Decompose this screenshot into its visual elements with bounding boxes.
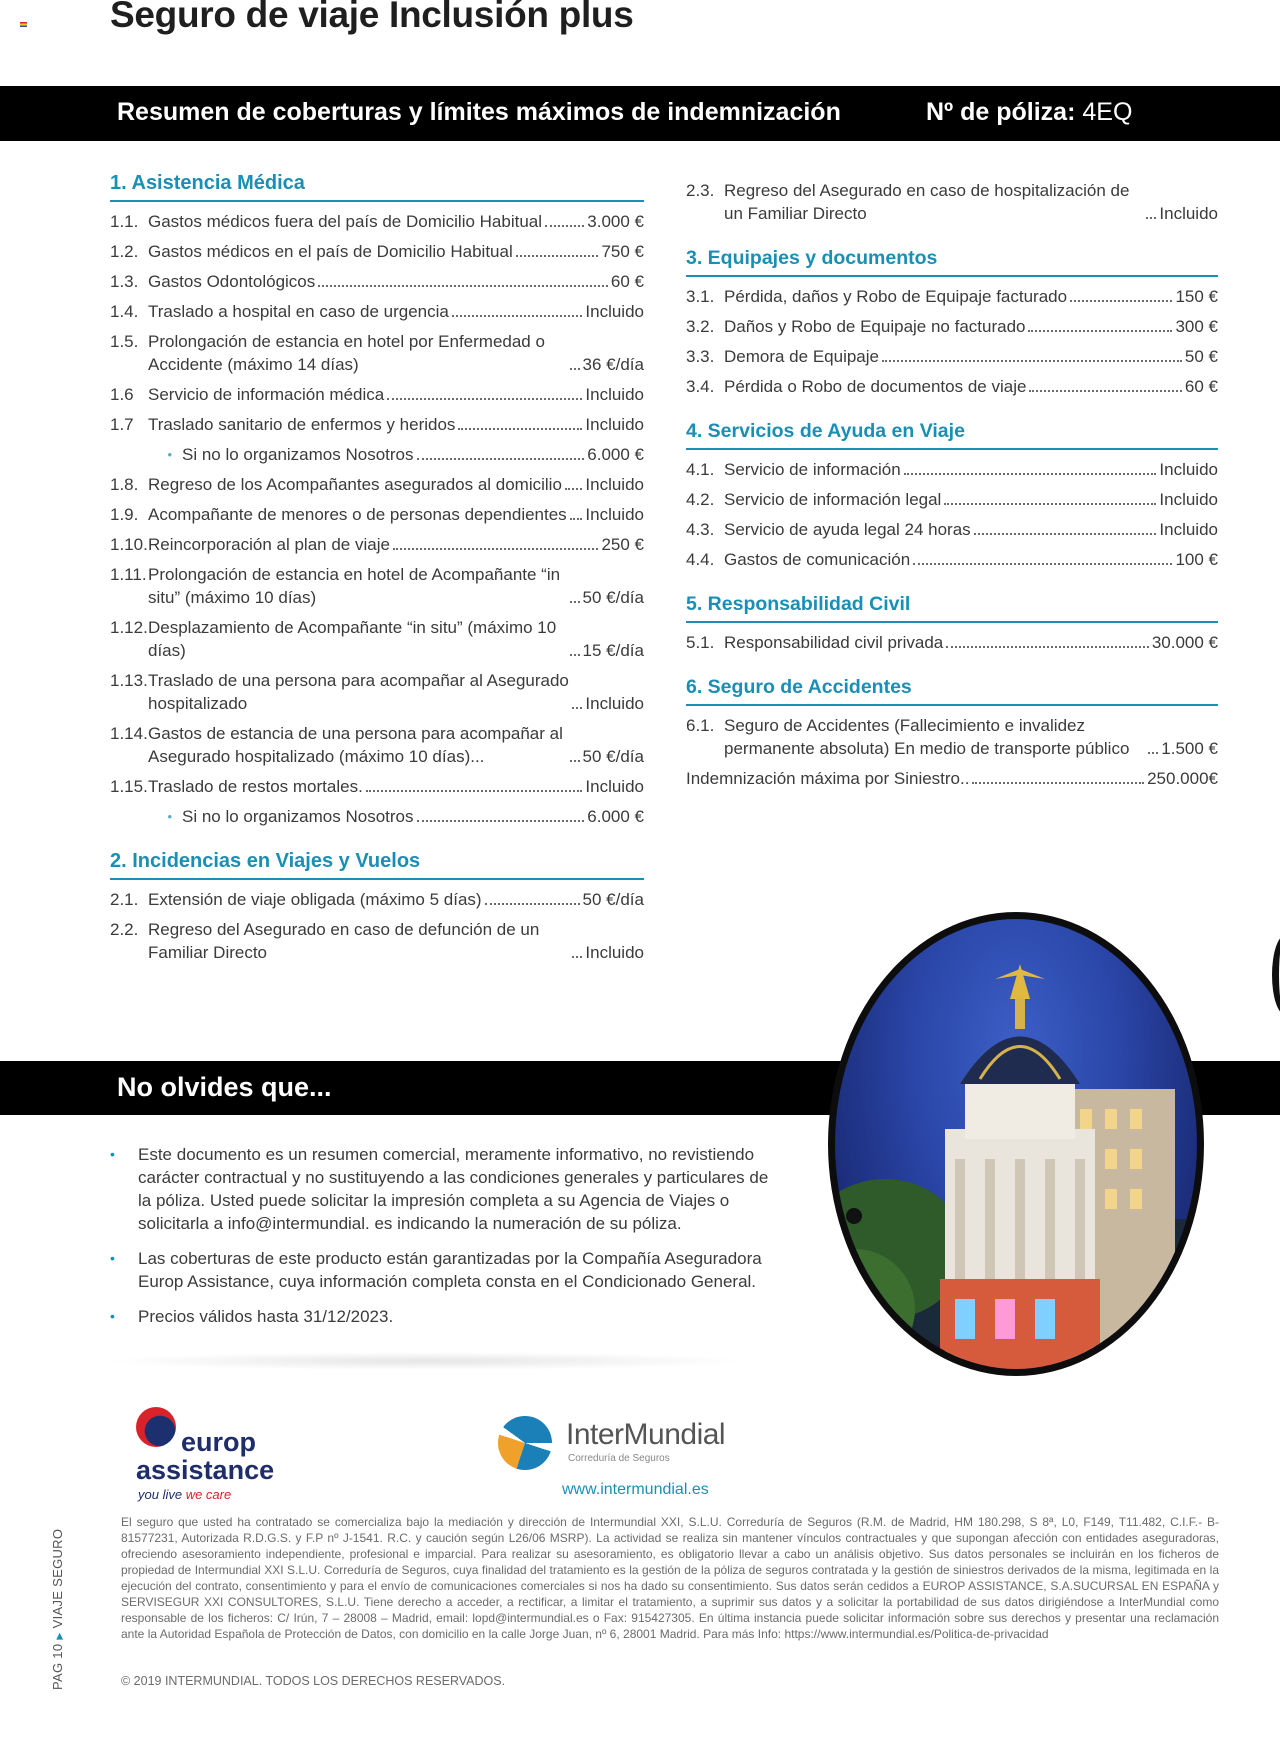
coverage-body: [148, 330, 644, 376]
coverage-number: 4.1.: [686, 460, 715, 479]
coverage-item: [686, 764, 1218, 794]
separator-shadow: [100, 1352, 750, 1370]
coverage-number: 4.4.: [686, 550, 715, 569]
coverage-description: Servicio de información: [724, 460, 901, 479]
coverage-number: 4.3.: [686, 520, 715, 539]
coverage-item: [686, 545, 1218, 575]
coverage-body: [148, 270, 644, 293]
coverage-description: Desplazamiento de Acompañante “in situ” (máximo 10 días): [148, 618, 557, 660]
coverage-body: [148, 210, 644, 233]
coverage-description: Daños y Robo de Equipaje no facturado: [724, 317, 1026, 336]
reminder-item: [110, 1305, 780, 1328]
dot-leader: [572, 956, 582, 958]
reminder-list: [110, 1143, 780, 1340]
coverage-item: [686, 312, 1218, 342]
coverage-number: 1.4.: [110, 302, 139, 321]
coverage-body: [724, 315, 1218, 338]
coverage-item: [110, 327, 644, 380]
dot-leader: [972, 782, 1144, 784]
coverage-body: [724, 375, 1218, 398]
dot-leader: [1028, 330, 1172, 332]
europ-tagline-b: we care: [185, 1487, 232, 1502]
reminder-text: Precios válidos hasta 31/12/2023.: [138, 1307, 394, 1326]
coverage-description: Indemnización máxima por Siniestro..: [686, 769, 970, 788]
document-title: Seguro de viaje Inclusión plus: [110, 0, 634, 35]
coverage-item: [686, 455, 1218, 485]
coverage-item: [110, 207, 644, 237]
section-title: 4. Servicios de Ayuda en Viaje: [686, 420, 1218, 450]
coverage-limit: Incluido: [585, 694, 644, 713]
coverage-number: •: [167, 447, 172, 462]
coverage-body: [148, 722, 644, 768]
coverage-limit: 60 €: [1184, 377, 1218, 396]
coverage-description: Regreso de los Acompañantes asegurados al domicilio: [148, 475, 562, 494]
coverage-description: Gastos médicos fuera del país de Domicilio Habitual: [148, 212, 543, 231]
reminder-title: No olvides que...: [117, 1072, 332, 1102]
coverage-number: 1.5.: [110, 332, 139, 351]
dot-leader: [913, 563, 1172, 565]
europ-wordmark-line2: assistance: [136, 1455, 275, 1485]
coverage-limit: Incluido: [585, 943, 644, 962]
coverage-limit: 750 €: [601, 242, 644, 261]
intermundial-globe-icon: [498, 1416, 552, 1470]
coverage-section: [686, 676, 1218, 794]
dot-leader: [882, 360, 1182, 362]
legal-notice: El seguro que usted ha contratado se comercializa bajo la mediación y dirección de Intermundial XXI, S.L.U. Correduría de Seguros (R.M. de Madrid, HM 180.298, S 8ª, L0, F149, T11.482, C.I.F.- B-81577231, Autorizada R.D.G.S. y F.P nº J-1541. R.C. y caución según L26/06 MSRP). La actividad se realiza sin mantener vínculos contractuales y que supongan afección con entidades aseguradoras, ofreciendo asesoramiento independiente, profesional e imparcial. Para realizar su asesoramiento, es obligatorio llevar a cabo un análisis objetivo. Sus datos personales se incluirán en los ficheros de propiedad de Intermundial XXI S.L.U. Correduría de Seguros, cuya finalidad del tratamiento es la gestión de la póliza de seguros contratada y la gestión de siniestros derivados de la misma, legitimada en la ejecución del contrato, consentimiento y para el envío de comunicaciones comerciales si nos ha dado su consentimiento. Sus datos serán cedidos a EUROP ASSISTANCE, S.A.SUCURSAL EN ESPAÑA y SERVISEGUR XXI CONSULTORES, S.L.U. Tiene derecho a acceder, a rectificar, a limitar el tratamiento, a suprimir sus datos y a solicitar la portabilidad de sus datos dirigiéndose a InterMundial como responsable de los ficheros: C/ Irún, 7 – 28008 – Madrid, email: lopd@intermundial.es o Fax: 915427305. En última instancia puede solicitar información sobre sus derechos y presentar una reclamación ante la Autoridad Española de Protección de Datos, con domicilio en la calle Jorge Juan, nº 6, 28001 Madrid. Para más Info: https://www.intermundial.es/Politica-de-privacidad: [121, 1515, 1219, 1641]
coverage-description: Si no lo organizamos Nosotros: [182, 807, 414, 826]
coverage-body: [724, 458, 1218, 481]
coverage-item: [110, 237, 644, 267]
dot-leader: [1070, 300, 1172, 302]
city-photo-circle: [828, 912, 1204, 1376]
coverage-number: 1.12.: [110, 618, 148, 637]
arrow-right-icon: ▶: [54, 1632, 64, 1640]
coverage-description: Servicio de ayuda legal 24 horas: [724, 520, 971, 539]
coverage-body: [148, 413, 644, 436]
dot-leader: [1146, 217, 1156, 219]
coverage-body: [182, 443, 644, 466]
intermundial-wordmark: InterMundial: [566, 1418, 726, 1451]
dot-leader: [387, 398, 582, 400]
coverage-item: [686, 515, 1218, 545]
coverage-limit: Incluido: [585, 777, 644, 796]
coverage-limit: Incluido: [585, 415, 644, 434]
coverage-body: [148, 300, 644, 323]
coverage-column-left: [110, 172, 644, 986]
coverage-description: Responsabilidad civil privada: [724, 633, 944, 652]
coverage-description: Servicio de información legal: [724, 490, 942, 509]
dot-leader: [516, 255, 599, 257]
coverage-number: 3.1.: [686, 287, 715, 306]
coverage-description: Si no lo organizamos Nosotros: [182, 445, 414, 464]
coverage-item: [110, 719, 644, 772]
coverage-description: Prolongación de estancia en hotel por Enfermedad o Accidente (máximo 14 días): [148, 332, 545, 374]
reminder-item: [110, 1247, 780, 1293]
coverage-body: [148, 669, 644, 715]
dot-leader: [366, 790, 583, 792]
coverage-limit: 6.000 €: [587, 807, 644, 826]
dot-leader: [393, 548, 599, 550]
coverage-body: [724, 488, 1218, 511]
coverage-number: •: [167, 809, 172, 824]
section-title: 5. Responsabilidad Civil: [686, 593, 1218, 623]
coverage-description: Traslado sanitario de enfermos y heridos: [148, 415, 456, 434]
dot-leader: [944, 503, 1156, 505]
coverage-description: Gastos Odontológicos: [148, 272, 316, 291]
coverage-body: [148, 473, 644, 496]
dot-leader: [485, 903, 580, 905]
coverage-body: [148, 888, 644, 911]
dot-leader: [570, 368, 580, 370]
coverage-item: [686, 342, 1218, 372]
intermundial-url-link[interactable]: www.intermundial.es: [562, 1481, 709, 1498]
coverage-limit: 150 €: [1175, 287, 1218, 306]
coverage-section: [686, 420, 1218, 575]
coverage-body: [724, 548, 1218, 571]
dot-leader: [570, 654, 580, 656]
coverage-body: [148, 563, 644, 609]
coverage-item: [686, 282, 1218, 312]
coverage-limit: 36 €/día: [582, 355, 644, 374]
coverage-number: 1.7: [110, 415, 134, 434]
coverage-limit: 50 €/día: [582, 747, 644, 766]
coverage-item: [686, 711, 1218, 764]
dot-leader: [570, 518, 583, 520]
coverage-limit: 3.000 €: [587, 212, 644, 231]
coverage-body: [724, 345, 1218, 368]
europ-tagline: [138, 1487, 231, 1502]
coverage-description: Pérdida o Robo de documentos de viaje: [724, 377, 1027, 396]
coverage-body: [148, 775, 644, 798]
coverage-item: [110, 297, 644, 327]
reminder-text: Este documento es un resumen comercial, meramente informativo, no revistiendo carácter contractual y no sustituyendo a las condiciones generales y particulares de la póliza. Usted puede solicitar la impresión completa a su Agencia de Viajes o solicitarla a info@intermundial. es indicando la numeración de su póliza.: [138, 1145, 769, 1233]
coverage-number: 1.11.: [110, 565, 147, 584]
coverage-item: [110, 560, 644, 613]
bullet-icon: •: [110, 1250, 115, 1266]
coverage-limit: 50 €: [1184, 347, 1218, 366]
coverage-limit: 250.000€: [1147, 769, 1218, 788]
reminder-text: Las coberturas de este producto están garantizadas por la Compañía Aseguradora Europ Assistance, cuya información completa consta en el Condicionado General.: [138, 1249, 762, 1291]
coverage-item: [110, 666, 644, 719]
policy-value: 4EQ: [1082, 98, 1133, 126]
europ-tagline-a: you live: [138, 1487, 183, 1502]
policy-number: [926, 98, 1132, 127]
coverage-body: [724, 714, 1218, 760]
policy-label: Nº de póliza:: [926, 98, 1076, 126]
europ-emblem-icon: [136, 1407, 176, 1447]
coverage-body: [724, 179, 1218, 225]
intermundial-logo: [498, 1413, 738, 1503]
reminder-item: [110, 1143, 780, 1235]
coverage-body: [148, 533, 644, 556]
coverage-limit: Incluido: [1159, 460, 1218, 479]
bullet-icon: •: [110, 1308, 115, 1324]
coverage-item: [110, 802, 644, 832]
dot-leader: [417, 458, 585, 460]
section-name: VIAJE SEGURO: [50, 1528, 65, 1629]
intermundial-subtitle: Correduría de Seguros: [568, 1453, 670, 1464]
coverage-description: Traslado de una persona para acompañar al Asegurado hospitalizado: [148, 671, 569, 713]
dot-leader: [545, 225, 584, 227]
coverage-number: 1.6: [110, 385, 134, 404]
dot-leader: [974, 533, 1157, 535]
coverage-item: [110, 915, 644, 968]
coverage-description: Seguro de Accidentes (Fallecimiento e invalidez permanente absoluta) En medio de transporte público: [724, 716, 1130, 758]
page-side-label: [50, 1529, 65, 1690]
coverage-body: [686, 767, 1218, 790]
dot-leader: [1148, 752, 1158, 754]
section-title: 3. Equipajes y documentos: [686, 247, 1218, 277]
coverage-limit: Incluido: [1159, 520, 1218, 539]
dot-leader: [318, 285, 608, 287]
dot-leader: [572, 707, 582, 709]
dot-leader: [565, 488, 582, 490]
coverage-description: Regreso del Asegurado en caso de defunción de un Familiar Directo: [148, 920, 540, 962]
coverage-number: 1.3.: [110, 272, 139, 291]
coverage-item: [686, 176, 1218, 229]
dot-leader: [904, 473, 1157, 475]
coverage-item: [110, 530, 644, 560]
coverage-body: [724, 285, 1218, 308]
coverage-number: 1.2.: [110, 242, 139, 261]
coverage-number: 1.8.: [110, 475, 139, 494]
copyright: © 2019 INTERMUNDIAL. TODOS LOS DERECHOS RESERVADOS.: [121, 1674, 506, 1688]
coverage-number: 1.15.: [110, 777, 148, 796]
coverage-description: Regreso del Asegurado en caso de hospitalización de un Familiar Directo: [724, 181, 1130, 223]
coverage-description: Servicio de información médica: [148, 385, 385, 404]
coverage-item: [686, 372, 1218, 402]
summary-title: Resumen de coberturas y límites máximos de indemnización: [117, 98, 841, 126]
coverage-item: [110, 613, 644, 666]
coverage-body: [148, 616, 644, 662]
coverage-number: 2.1.: [110, 890, 139, 909]
coverage-body: [148, 918, 644, 964]
coverage-limit: 50 €/día: [582, 890, 644, 909]
coverage-number: 1.13.: [110, 671, 148, 690]
coverage-number: 2.2.: [110, 920, 139, 939]
coverage-number: 1.9.: [110, 505, 139, 524]
coverage-limit: Incluido: [585, 385, 644, 404]
coverage-limit: Incluido: [1159, 204, 1218, 223]
dot-leader: [1029, 390, 1181, 392]
section-title: 6. Seguro de Accidentes: [686, 676, 1218, 706]
coverage-number: 5.1.: [686, 633, 715, 652]
coverage-limit: Incluido: [585, 505, 644, 524]
page-number: PAG 10: [50, 1643, 65, 1690]
coverage-description: Reincorporación al plan de viaje: [148, 535, 390, 554]
coverage-limit: Incluido: [585, 302, 644, 321]
coverage-description: Gastos médicos en el país de Domicilio Habitual: [148, 242, 513, 261]
coverage-limit: 60 €: [610, 272, 644, 291]
coverage-body: [148, 503, 644, 526]
dot-leader: [458, 428, 582, 430]
coverage-item: [110, 440, 644, 470]
coverage-number: 6.1.: [686, 716, 715, 735]
bullet-icon: •: [110, 1146, 115, 1162]
coverage-item: [110, 470, 644, 500]
europ-wordmark-line1: europ: [181, 1427, 257, 1457]
coverage-body: [724, 631, 1218, 654]
coverage-section: [686, 176, 1218, 229]
coverage-limit: 50 €/día: [582, 588, 644, 607]
dot-leader: [417, 820, 585, 822]
coverage-number: 1.14.: [110, 724, 148, 743]
coverage-number: 3.3.: [686, 347, 715, 366]
coverage-description: Traslado a hospital en caso de urgencia: [148, 302, 449, 321]
dot-leader: [570, 760, 580, 762]
coverage-number: 1.10.: [110, 535, 148, 554]
coverage-limit: Incluido: [1159, 490, 1218, 509]
coverage-limit: 30.000 €: [1151, 633, 1218, 652]
coverage-limit: 15 €/día: [582, 641, 644, 660]
coverage-column-right: [686, 176, 1218, 812]
coverage-item: [110, 267, 644, 297]
coverage-description: Gastos de estancia de una persona para acompañar al Asegurado hospitalizado (máximo 10 días)...: [148, 724, 563, 766]
coverage-description: Demora de Equipaje: [724, 347, 879, 366]
coverage-item: [686, 485, 1218, 515]
coverage-section: [686, 247, 1218, 402]
coverage-number: 4.2.: [686, 490, 715, 509]
metropolis-building-image: [828, 912, 1204, 1376]
coverage-limit: 1.500 €: [1161, 739, 1218, 758]
coverage-section: [110, 850, 644, 968]
coverage-section: [110, 172, 644, 832]
section-title: 1. Asistencia Médica: [110, 172, 644, 202]
coverage-description: Acompañante de menores o de personas dependientes: [148, 505, 567, 524]
dot-leader: [452, 315, 583, 317]
coverage-item: [110, 410, 644, 440]
coverage-item: [110, 380, 644, 410]
spain-flag-icon: [20, 22, 27, 27]
decorative-dot: [846, 1208, 862, 1224]
coverage-body: [724, 518, 1218, 541]
dot-leader: [570, 601, 580, 603]
coverage-description: Pérdida, daños y Robo de Equipaje facturado: [724, 287, 1068, 306]
europ-assistance-logo: [134, 1405, 275, 1502]
summary-header-bar: [0, 86, 1280, 141]
coverage-limit: 250 €: [601, 535, 644, 554]
coverage-description: Prolongación de estancia en hotel de Acompañante “in situ” (máximo 10 días): [148, 565, 561, 607]
coverage-body: [148, 240, 644, 263]
coverage-limit: 6.000 €: [587, 445, 644, 464]
coverage-body: [148, 383, 644, 406]
coverage-number: 1.1.: [110, 212, 139, 231]
coverage-item: [110, 500, 644, 530]
coverage-limit: Incluido: [585, 475, 644, 494]
coverage-section: [686, 593, 1218, 658]
coverage-description: Traslado de restos mortales.: [148, 777, 363, 796]
coverage-description: Extensión de viaje obligada (máximo 5 días): [148, 890, 482, 909]
coverage-number: 3.2.: [686, 317, 715, 336]
coverage-body: [182, 805, 644, 828]
coverage-number: 2.3.: [686, 181, 715, 200]
coverage-description: Gastos de comunicación: [724, 550, 911, 569]
coverage-number: 3.4.: [686, 377, 715, 396]
coverage-limit: 100 €: [1175, 550, 1218, 569]
decorative-arc: [1272, 935, 1280, 1015]
coverage-item: [110, 772, 644, 802]
coverage-item: [686, 628, 1218, 658]
section-title: 2. Incidencias en Viajes y Vuelos: [110, 850, 644, 880]
dot-leader: [946, 646, 1149, 648]
building-illustration: [835, 919, 1197, 1369]
coverage-item: [110, 885, 644, 915]
coverage-limit: 300 €: [1175, 317, 1218, 336]
